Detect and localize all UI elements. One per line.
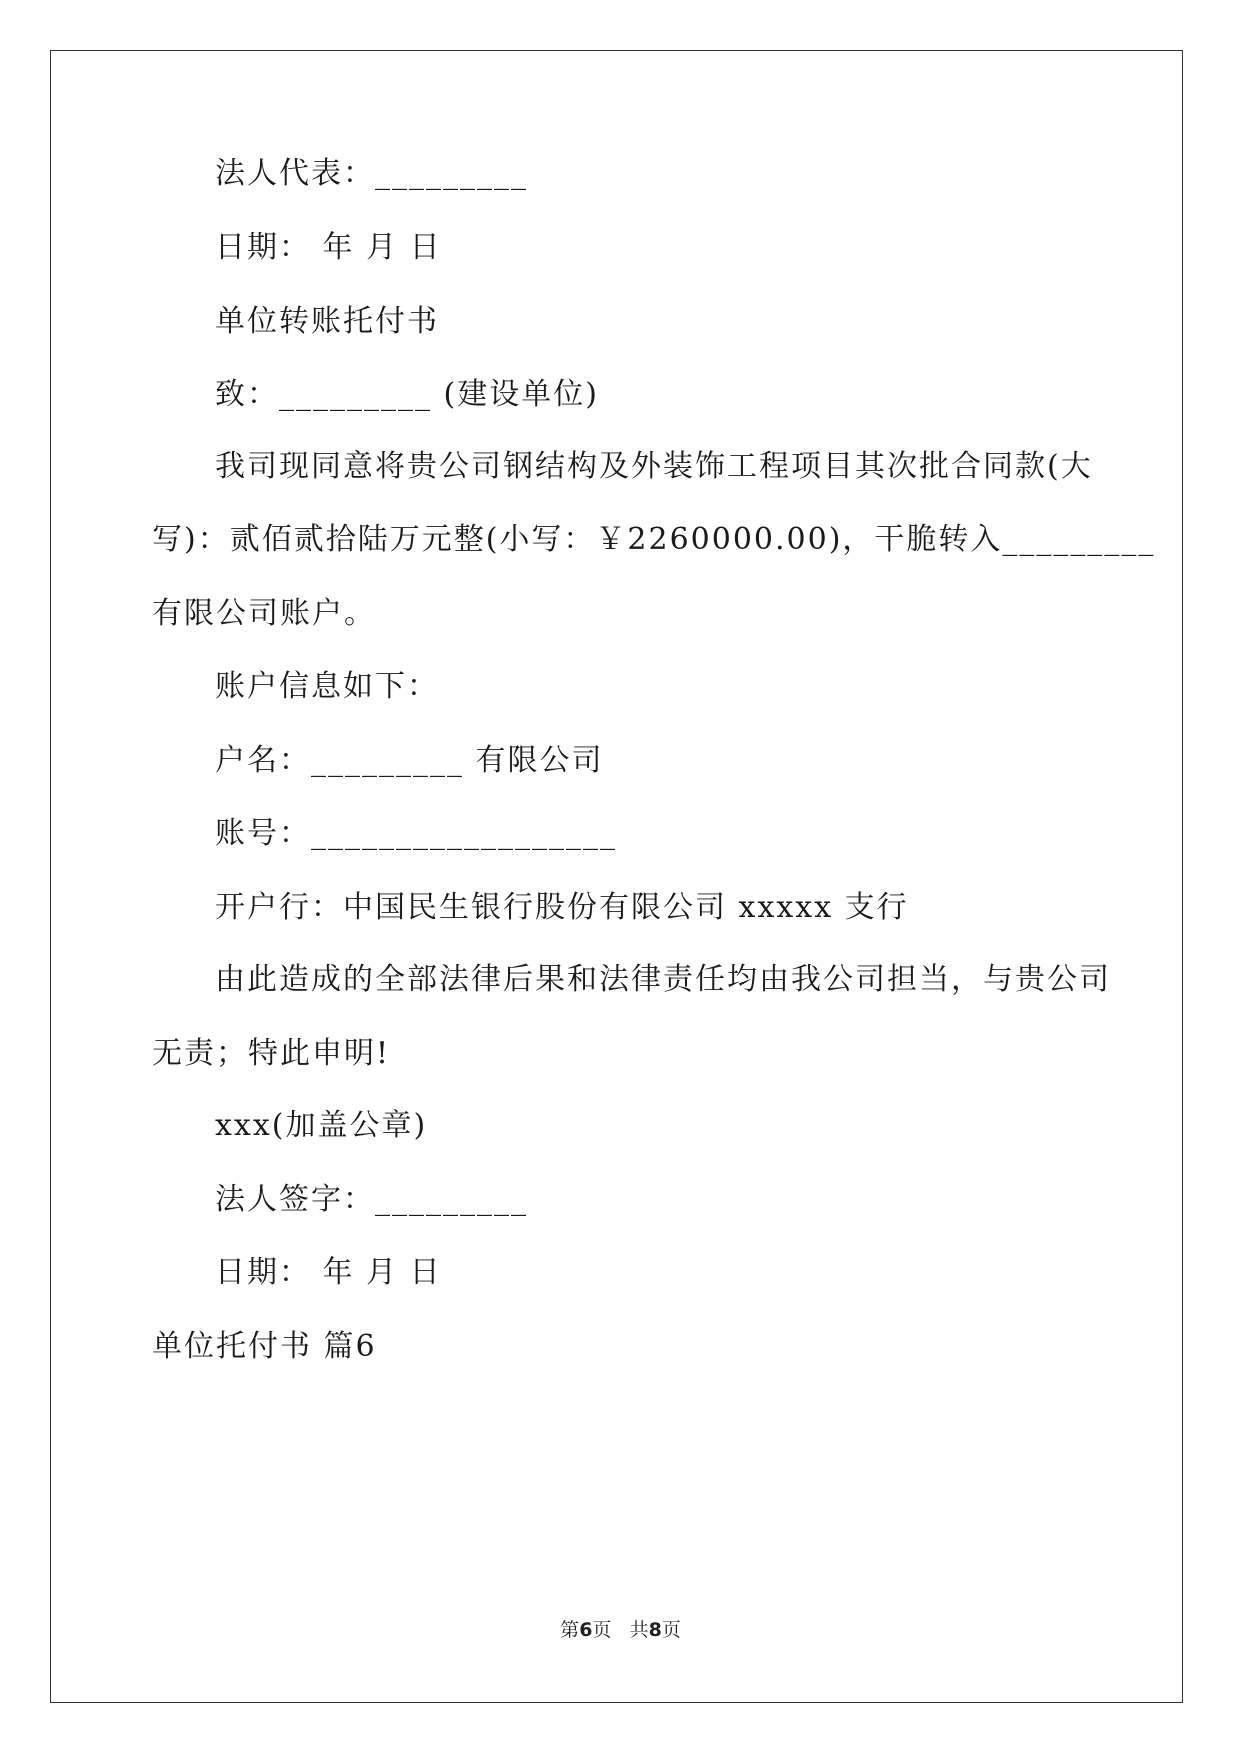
bank-line: 开户行：中国民生银行股份有限公司 xxxxx 支行 <box>215 890 909 925</box>
body-paragraph-line-1: 我司现同意将贵公司钢结构及外装饰工程项目其次批合同款(大 <box>215 449 1093 484</box>
recipient-line: 致：_________ (建设单位) <box>215 377 599 412</box>
section-title: 单位转账托付书 <box>215 304 439 339</box>
liability-line-2: 无责；特此申明! <box>152 1036 391 1071</box>
account-name-line: 户名：_________ 有限公司 <box>215 743 604 778</box>
date-line-2: 日期： 年 月 日 <box>215 1255 442 1290</box>
signature-line: 法人签字：_________ <box>215 1182 528 1217</box>
total-prefix: 共 <box>629 1619 649 1641</box>
date-line: 日期： 年 月 日 <box>215 230 442 265</box>
page-footer <box>0 1618 1241 1642</box>
liability-line-1: 由此造成的全部法律后果和法律责任均由我公司担当，与贵公司 <box>215 962 1111 997</box>
body-paragraph-line-2: 写)：贰佰贰拾陆万元整(小写：￥2260000.00)，干脆转入_________ <box>152 522 1156 557</box>
page-number: 6 <box>579 1619 593 1641</box>
total-pages: 8 <box>648 1619 662 1641</box>
account-number-line: 账号：__________________ <box>215 816 617 851</box>
total-suffix: 页 <box>661 1619 681 1641</box>
page-prefix: 第 <box>560 1619 580 1641</box>
next-section-title: 单位托付书 篇6 <box>152 1329 377 1364</box>
legal-rep-line: 法人代表：_________ <box>215 156 528 191</box>
seal-line: xxx(加盖公章) <box>215 1108 428 1143</box>
page-suffix: 页 <box>592 1619 612 1641</box>
page-border <box>50 50 1183 1703</box>
body-paragraph-line-3: 有限公司账户。 <box>152 596 376 631</box>
account-info-heading: 账户信息如下： <box>215 669 439 704</box>
